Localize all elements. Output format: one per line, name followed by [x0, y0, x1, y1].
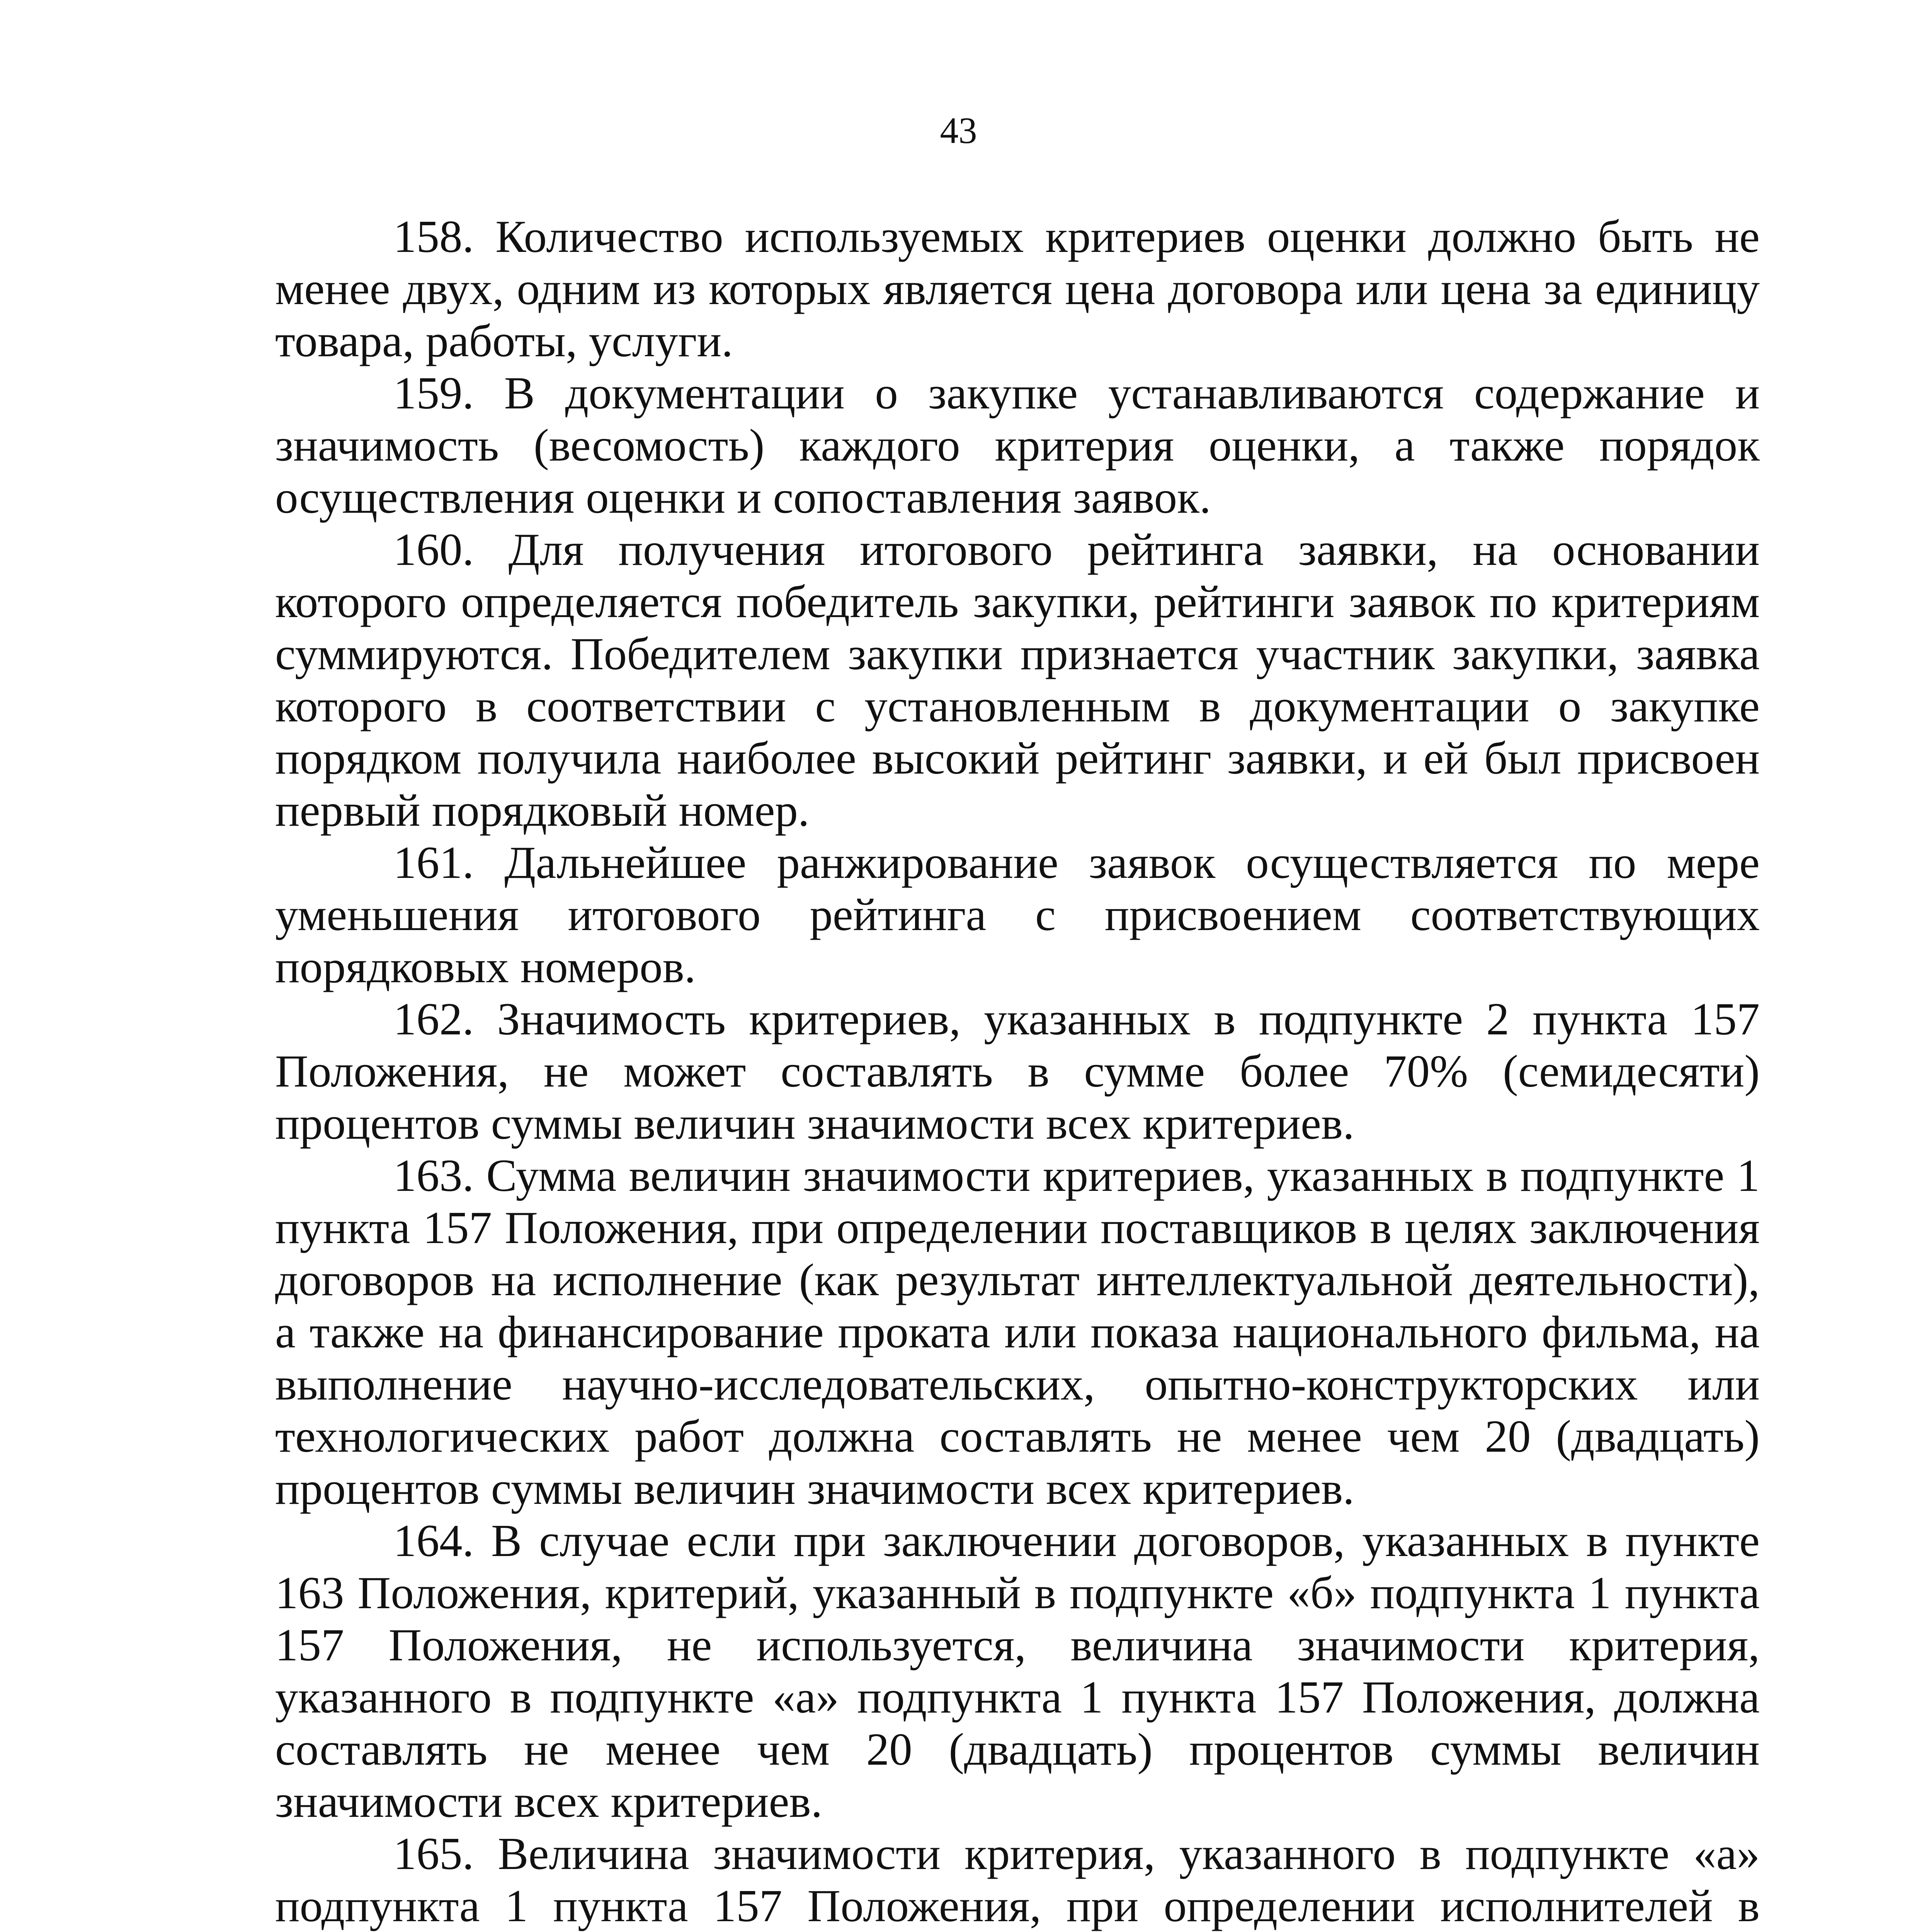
- paragraph-160: 160. Для получения итогового рейтинга заявки, на основании которого определяется победитель закупки, рейтинги заявок по критериям суммируются. Победителем закупки признается участник закупки, заявка которого в соответствии с установленным в документации о закупке порядком получила наиболее высокий рейтинг заявки, и ей был присвоен первый порядковый номер.: [275, 524, 1760, 836]
- paragraph-158: 158. Количество используемых критериев оценки должно быть не менее двух, одним из которых является цена договора или цена за единицу товара, работы, услуги.: [275, 211, 1760, 366]
- paragraph-162: 162. Значимость критериев, указанных в подпункте 2 пункта 157 Положения, не может составлять в сумме более 70% (семидесяти) процентов суммы величин значимости всех критериев.: [275, 993, 1760, 1149]
- paragraph-161: 161. Дальнейшее ранжирование заявок осуществляется по мере уменьшения итогового рейтинга с присвоением соответствующих порядковых номеров.: [275, 837, 1760, 992]
- paragraph-163: 163. Сумма величин значимости критериев, указанных в подпункте 1 пункта 157 Положения, при определении поставщиков в целях заключения договоров на исполнение (как результат интеллектуальной деятельности), а также на финансирование проката или показа национального фильма, на выполнение научно-исследовательских, опытно-конструкторских или технологических работ должна составлять не менее чем 20 (двадцать) процентов суммы величин значимости всех критериев.: [275, 1150, 1760, 1514]
- paragraph-159: 159. В документации о закупке устанавливаются содержание и значимость (весомость) каждого критерия оценки, а также порядок осуществления оценки и сопоставления заявок.: [275, 367, 1760, 523]
- paragraph-164: 164. В случае если при заключении договоров, указанных в пункте 163 Положения, критерий, указанный в подпункте «б» подпункта 1 пункта 157 Положения, не используется, величина значимости критерия, указанного в подпункте «а» подпункта 1 пункта 157 Положения, должна составлять не менее чем 20 (двадцать) процентов суммы величин значимости всех критериев.: [275, 1515, 1760, 1827]
- document-body: [275, 211, 1760, 1932]
- paragraph-165: 165. Величина значимости критерия, указанного в подпункте «а» подпункта 1 пункта 157 Положения, при определении исполнителей в: [275, 1828, 1760, 1931]
- page-number: 43: [940, 110, 977, 151]
